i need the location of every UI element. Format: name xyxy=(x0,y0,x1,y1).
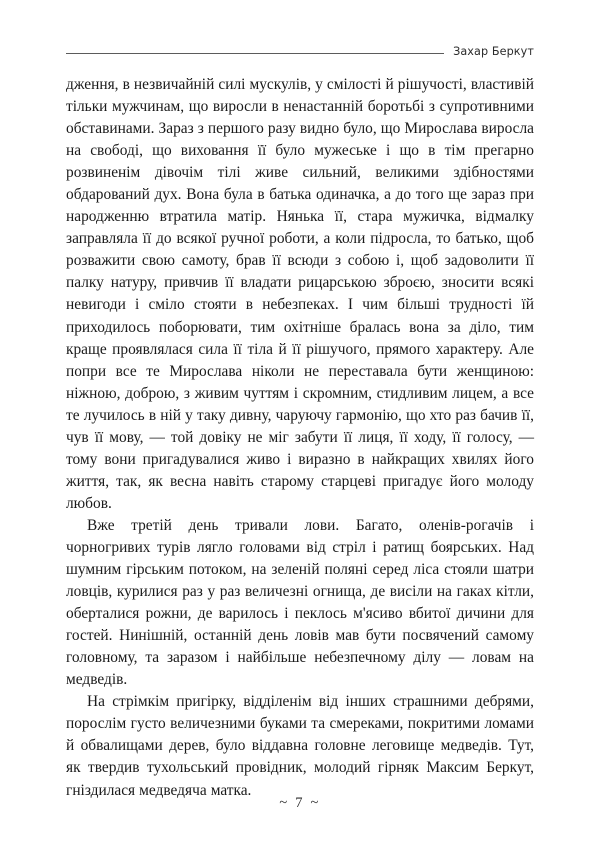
paragraph: дження, в незвичайній силі мускулів, у смілості й рішучості, властивій тільки мужчинам, що виросли в ненастанній боротьбі з супротивними обставинами. Зараз з першого разу видно було, що Мирослава виросла на свободі, що виховання її було мужеське і що в тім прегарно розвиненім дівочім тілі живе сильний, великими здібностями обдарований дух. Вона була в батька одиначка, а до того ще зараз при народженню втратила матір. Нянька її, стара мужичка, відмалку заправляла її до всякої ручної роботи, а коли підросла, то батько, щоб розважити свою самоту, брав її всюди з собою і, щоб задоволити її палку натуру, привчив її владати рицарською зброєю, зносити всякі невигоди і сміло стояти в небезпеках. І чим більші трудності їй приходилось поборювати, тим охітніше бралась вона за діло, тим краще проявлялася сила її тіла й її рішучого, прямого характеру. Але попри все те Мирослава ніколи не переставала бути женщиною: ніжною, доброю, з живим чуттям і скромним, стидливим лицем, а все те лучилось в ній у таку дивну, чаруючу гармонію, що хто раз бачив її, чув її мову, — той довіку не міг забути її лиця, її ходу, її голосу, — тому вони пригадувалися живо і виразно в найкращих хвилях його життя, так, як весна навіть старому старцеві пригадує його молоду любов. xyxy=(66,76,534,512)
paragraph: На стрімкім пригірку, відділенім від інших страшними дебрями, порослім густо величезними буками та смереками, покритими ломами й обвалищами дерев, було віддавна головне леговище медведів. Тут, як твердив тухольський провідник, молодий гірняк Максим Беркут, гніздилася медведяча матка. xyxy=(66,693,534,799)
page-number-folio: ~ 7 ~ xyxy=(279,795,321,811)
running-head-rule xyxy=(66,53,444,54)
paragraph: Вже третій день тривали лови. Багато, оленів-рогачів і чорногривих турів лягло головами від стріл і ратищ боярських. Над шумним гірським потоком, на зеленій поляні серед ліса стояли шатри ловців, курилися раз у раз величезні огнища, де висіли на гаках кітли, оберталися рожни, де варилось і пеклось м'ясиво вбитої дичини для гостей. Нинішній, останній день ловів мав бути посвячений самому головному, та заразом і найбільше небезпечному ділу — ловам на медведів. xyxy=(66,516,534,689)
running-head-title: Захар Беркут xyxy=(453,45,534,59)
running-head xyxy=(66,42,534,62)
body-text-block xyxy=(66,74,534,802)
